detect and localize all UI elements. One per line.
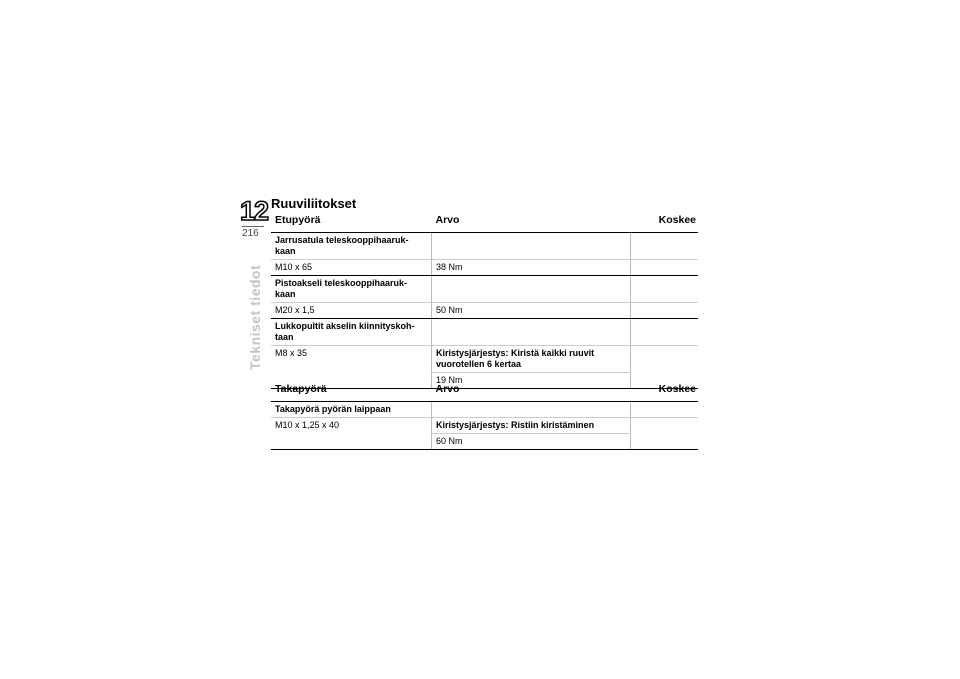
chapter-side-title: Tekniset tiedot bbox=[247, 264, 263, 370]
torque-value: 38 Nm bbox=[432, 260, 631, 276]
torque-value: 60 Nm bbox=[432, 434, 631, 450]
header-applies: Koskee bbox=[631, 377, 699, 402]
chapter-number: 12 bbox=[240, 196, 269, 226]
bolt-title: Takapyörä pyörän laippaan bbox=[271, 402, 432, 418]
page-number: 216 bbox=[242, 226, 264, 239]
torque-value: 50 Nm bbox=[432, 303, 631, 319]
bolt-title: Lukkopultit akselin kiinnityskoh-taan bbox=[271, 319, 432, 346]
bolt-spec: M8 x 35 bbox=[271, 346, 432, 389]
torque-value: 19 Nm bbox=[432, 373, 631, 389]
tightening-note: Kiristysjärjestys: Kiristä kaikki ruuvit vuorotellen 6 kertaa bbox=[432, 346, 631, 373]
header-value: Arvo bbox=[432, 208, 631, 233]
bolt-title: Pistoakseli teleskooppihaaruk-kaan bbox=[271, 276, 432, 303]
rear-wheel-table bbox=[271, 377, 698, 450]
bolt-title: Jarrusatula teleskooppihaaruk-kaan bbox=[271, 233, 432, 260]
section-title: Ruuviliitokset bbox=[271, 196, 357, 211]
bolt-spec: M10 x 65 bbox=[271, 260, 432, 276]
header-rear-wheel: Takapyörä bbox=[271, 377, 432, 402]
tightening-note: Kiristysjärjestys: Ristiin kiristäminen bbox=[432, 418, 631, 434]
bolt-spec: M20 x 1,5 bbox=[271, 303, 432, 319]
header-value: Arvo bbox=[432, 377, 631, 402]
bolt-spec: M10 x 1,25 x 40 bbox=[271, 418, 432, 450]
header-front-wheel: Etupyörä bbox=[271, 208, 432, 233]
header-applies: Koskee bbox=[631, 208, 699, 233]
front-wheel-table bbox=[271, 208, 698, 389]
